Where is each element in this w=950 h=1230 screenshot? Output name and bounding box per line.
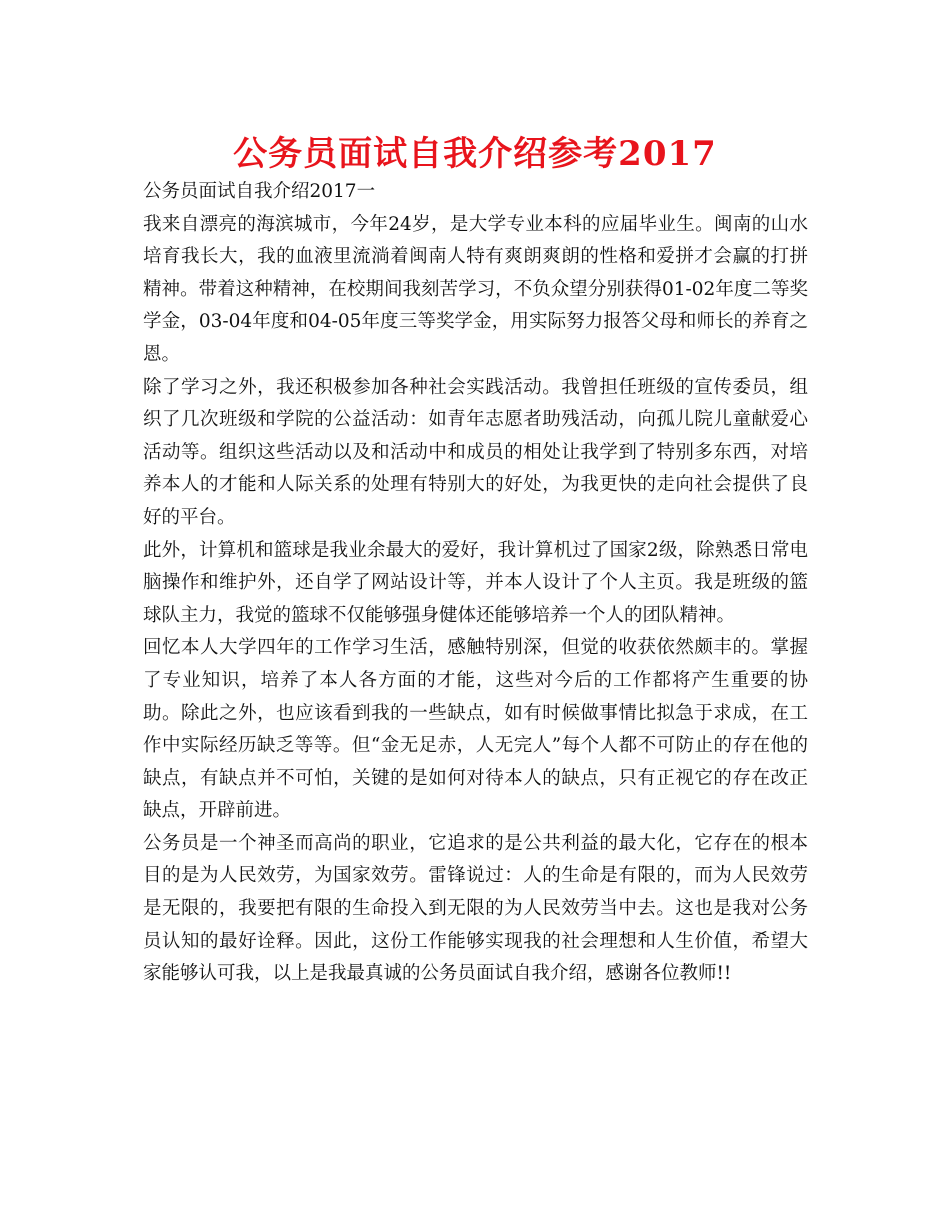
paragraph-conclusion: 公务员是一个神圣而高尚的职业，它追求的是公共利益的最大化，它存在的根本目的是为人民效劳，为国家效劳。雷锋说过：人的生命是有限的，而为人民效劳是无限的，我要把有限的生命投入到无限的为人民效劳当中去。这也是我对公务员认知的最好诠释。因此，这份工作能够实现我的社会理想和人生价值，希望大家能够认可我，以上是我最真诚的公务员面试自我介绍，感谢各位教师!! [143, 832, 808, 985]
document-title: 公务员面试自我介绍参考2017 [233, 134, 717, 174]
paragraph-activities: 除了学习之外，我还积极参加各种社会实践活动。我曾担任班级的宣传委员，组织了几次班级和学院的公益活动：如青年志愿者助残活动，向孤儿院儿童献爱心活动等。组织这些活动以及和活动中和成员的相处让我学到了特别多东西，对培养本人的才能和人际关系的处理有特别大的好处，为我更快的走向社会提供了良好的平台。 [143, 376, 808, 528]
paragraph-intro: 我来自漂亮的海滨城市，今年24岁，是大学专业本科的应届毕业生。闽南的山水培育我长大，我的血液里流淌着闽南人特有爽朗爽朗的性格和爱拼才会赢的打拼精神。带着这种精神，在校期间我刻苦学习，不负众望分别获得01-02年度二等奖学金，03-04年度和04-05年度三等奖学金，用实际努力报答父母和师长的养育之恩。 [143, 213, 808, 365]
document-subtitle: 公务员面试自我介绍2017一 [143, 181, 376, 202]
paragraph-hobbies: 此外，计算机和篮球是我业余最大的爱好，我计算机过了国家2级，除熟悉日常电脑操作和维护外，还自学了网站设计等，并本人设计了个人主页。我是班级的篮球队主力，我觉的篮球不仅能够强身健体还能够培养一个人的团队精神。 [143, 539, 808, 626]
paragraph-reflection: 回忆本人大学四年的工作学习生活，感触特别深，但觉的收获依然颇丰的。掌握了专业知识，培养了本人各方面的才能，这些对今后的工作都将产生重要的协助。除此之外，也应该看到我的一些缺点，如有时候做事情比拟急于求成，在工作中实际经历缺乏等等。但“金无足赤，人无完人”每个人都不可防止的存在他的缺点，有缺点并不可怕，关键的是如何对待本人的缺点，只有正视它的存在改正缺点，开辟前进。 [143, 637, 808, 822]
document-body [143, 176, 808, 991]
